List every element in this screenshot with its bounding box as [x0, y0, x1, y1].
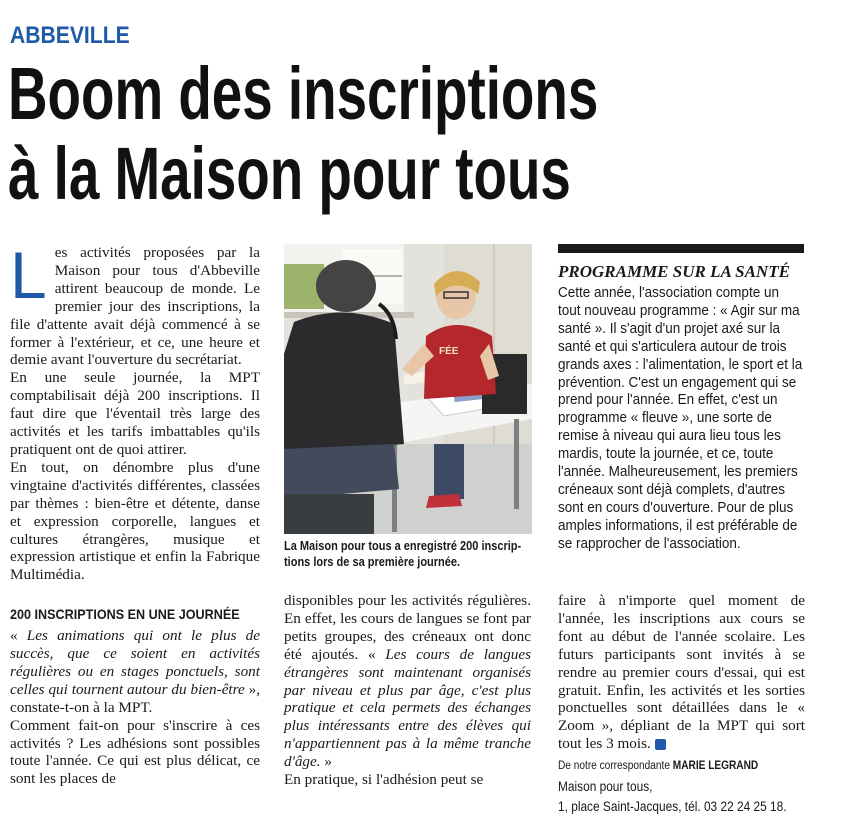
col1-quote: Les animations qui ont le plus de succès, que ce soient en activités régulières ou en stages ponctuels, sont celles qui tournent autour du bien-être: [10, 627, 261, 698]
shirt-print: FÉE: [439, 346, 459, 357]
caption-line-1: La Maison pour tous a enregistré 200 inscrip-: [284, 539, 522, 553]
col2-quote-close: »: [320, 753, 332, 771]
col1-paragraph-3: En tout, on dénombre plus d'une vingtaine d'activités différentes, classées par thèmes : bien-être et détente, danse et expression corporelle, langues et cultures étrangères, musique et expression artistique et enfin la Fabrique Multimédia.: [10, 458, 260, 584]
headline: [8, 54, 622, 214]
box-title: PROGRAMME SUR LA SANTÉ: [558, 262, 790, 281]
col3-text: faire à n'importe quel moment de l'année, les inscriptions aux cours se font au début de l'année scolaire. Les futurs participants sont invités à se rendre au premier cours d'essai, qui est gratuit. Enfin, les activités et les sorties ponctuelles sont détaillées dans le « Zoom », dépliant de la MPT qui sort tout les 3 mois.: [558, 592, 805, 753]
col2-paragraph-1: [284, 592, 531, 771]
col3-paragraph-1: [558, 592, 805, 753]
subheading: 200 INSCRIPTIONS EN UNE JOURNÉE: [10, 606, 240, 623]
col2-paragraph-2: En pratique, si l'adhésion peut se: [284, 771, 484, 789]
dropcap: L: [10, 238, 47, 312]
col1-paragraph-1: es activités proposées par la Maison pour tous d'Abbeville attirent beaucoup de monde. Le premier jour des inscriptions, la file d'attente avait déjà commencé à se former à l'extérieur, et ce, une heure et demie avant l'ouverture du secrétariat.: [10, 244, 260, 369]
box-paragraph: Cette année, l'association compte un tout nouveau programme : « Agir sur ma santé ». Il s'agit d'un projet axé sur la santé et qui s'articulera autour de trois grands axes : l'alimentation, le sport et la prévention. C'est un engagement qui se prend pour l'année. En effet, c'est un programme « fleuve », une sorte de remise à niveau qui aura lieu tous les mardis, toute la journée, et ce, toute l'année. Malheureusement, les premiers créneaux sont déjà complets, d'autres sont en cours d'ouverture. Pour de plus amples informations, il est préférable de se rapprocher de l'association.: [558, 284, 803, 552]
col1-quote-paragraph: [10, 627, 260, 717]
col1-paragraph-2: En une seule journée, la MPT comptabilisait déjà 200 inscriptions. Il faut dire que l'éventail très large des activités et les tarifs imbattables qu'ils pratiquent ont de quoi attirer.: [10, 369, 260, 458]
byline: [558, 760, 778, 772]
headline-line-2: à la Maison pour tous: [8, 132, 571, 215]
quote-open: «: [10, 627, 27, 645]
photo-illustration: [284, 244, 532, 534]
end-of-article-icon: [655, 739, 666, 750]
kicker: ABBEVILLE: [10, 22, 130, 49]
address-line-1: Maison pour tous,: [558, 779, 653, 794]
article-photo: [284, 244, 532, 534]
quote-attribution: », constate-t-on à la MPT.: [10, 680, 261, 716]
photo-caption: [284, 538, 522, 570]
address-block: [558, 777, 787, 817]
byline-prefix: De notre correspondante: [558, 760, 673, 772]
headline-line-1: Boom des inscriptions: [8, 52, 599, 135]
address-line-2: 1, place Saint-Jacques, tél. 03 22 24 25 18.: [558, 799, 787, 814]
column-1: [10, 238, 261, 788]
byline-author: MARIE LEGRAND: [672, 760, 759, 772]
column-2: [284, 592, 531, 789]
box-top-rule: [558, 244, 804, 253]
col2-text-start: disponibles pour les activités régulières. En effet, les cours de langues se font par petits groupes, des créneaux ont donc été ajoutés. «: [284, 592, 531, 663]
col1-paragraph-4: Comment fait-on pour s'inscrire à ces activités ? Les adhésions sont possibles toute l'année. Ce qui est plus délicat, ce sont les places de: [10, 716, 260, 788]
column-3: [558, 592, 805, 753]
col2-quote: Les cours de langues étrangères sont maintenant organisés par niveau et plus par âge, c'est plus pratique et cela permets des échanges plus intéressants entre des élèves qui n'appartiennent pas à la même tranche d'âge.: [284, 645, 531, 771]
caption-line-2: tions lors de sa première journée.: [284, 555, 461, 569]
box-text: [558, 284, 803, 553]
